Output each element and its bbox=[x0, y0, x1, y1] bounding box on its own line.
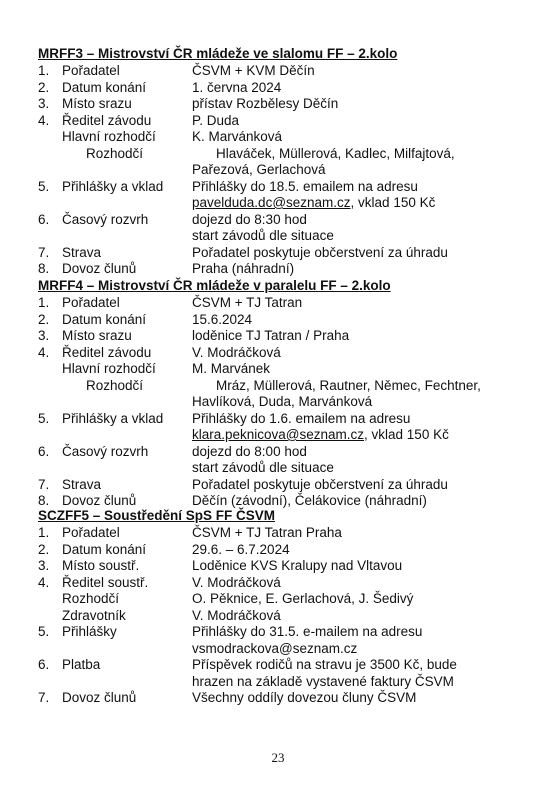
item-label: Místo srazu bbox=[62, 328, 132, 343]
item-value bbox=[192, 427, 538, 444]
item-value: K. Marvánková bbox=[192, 129, 283, 144]
item-number: 3. bbox=[38, 558, 50, 573]
item-value: Příspěvek rodičů na stravu je 3500 Kč, bude bbox=[192, 657, 457, 672]
item-label bbox=[62, 394, 192, 411]
list-item bbox=[38, 63, 538, 80]
item-number: 6. bbox=[38, 211, 50, 227]
item-number: 7. bbox=[38, 244, 50, 260]
item-label: Časový rozvrh bbox=[62, 443, 149, 459]
list-item bbox=[38, 525, 538, 542]
item-value: ČSVM + KVM Děčín bbox=[192, 63, 315, 78]
list-item bbox=[38, 96, 538, 113]
item-number: 5. bbox=[38, 624, 50, 639]
item-value: Loděnice KVS Kralupy nad Vltavou bbox=[192, 558, 403, 573]
item-value: Přihlášky do 1.6. emailem na adresu bbox=[192, 410, 411, 426]
list-item bbox=[38, 129, 538, 146]
item-value: Hlaváček, Müllerová, Kadlec, Milfajtová, bbox=[216, 145, 455, 161]
section-sczff5 bbox=[38, 507, 538, 707]
list-item bbox=[38, 212, 538, 229]
item-number: 1. bbox=[38, 295, 50, 310]
item-number: 5. bbox=[38, 178, 50, 194]
item-value: vsmodrackova@seznam.cz bbox=[192, 640, 358, 656]
item-label: Pořadatel bbox=[62, 295, 120, 310]
item-number bbox=[38, 146, 62, 163]
item-number bbox=[38, 641, 62, 658]
item-label: Hlavní rozhodčí bbox=[62, 129, 156, 144]
item-number bbox=[38, 608, 62, 625]
item-value-suffix: , vklad 150 Kč bbox=[350, 195, 436, 210]
item-label bbox=[62, 195, 192, 212]
item-number: 2. bbox=[38, 79, 50, 95]
item-label bbox=[62, 228, 192, 245]
item-value: Pořadatel poskytuje občerstvení za úhradu bbox=[192, 244, 448, 260]
item-value: Přihlášky do 31.5. e-mailem na adresu bbox=[192, 624, 423, 639]
item-value: O. Pěknice, E. Gerlachová, J. Šedivý bbox=[192, 591, 414, 606]
section-mrff4 bbox=[38, 277, 538, 510]
item-value: V. Modráčková bbox=[192, 574, 281, 590]
item-value: V. Modráčková bbox=[192, 607, 281, 623]
item-label: Časový rozvrh bbox=[62, 211, 149, 227]
item-number bbox=[38, 460, 62, 477]
item-label: Strava bbox=[62, 476, 102, 492]
item-number bbox=[38, 129, 62, 146]
item-number: 4. bbox=[38, 112, 50, 128]
item-value: Mráz, Müllerová, Rautner, Němec, Fechtner, bbox=[216, 377, 481, 393]
item-label: Platba bbox=[62, 657, 101, 672]
item-label: Místo soustř. bbox=[62, 558, 140, 573]
list-item bbox=[38, 657, 538, 674]
item-label: Přihlášky bbox=[62, 624, 117, 639]
item-label: Datum konání bbox=[62, 79, 147, 95]
item-number bbox=[38, 427, 62, 444]
item-value: Praha (náhradní) bbox=[192, 261, 295, 276]
item-label: Místo srazu bbox=[62, 96, 132, 111]
item-number: 8. bbox=[38, 261, 50, 276]
page-number: 23 bbox=[271, 750, 285, 765]
item-label: Pořadatel bbox=[62, 525, 120, 540]
item-number: 4. bbox=[38, 344, 50, 360]
item-label: Zdravotník bbox=[62, 607, 126, 623]
list-item bbox=[38, 80, 538, 97]
item-label: Ředitel soustř. bbox=[62, 574, 149, 590]
item-number: 1. bbox=[38, 525, 50, 540]
item-label: Dovoz člunů bbox=[62, 261, 137, 276]
item-label: Datum konání bbox=[62, 311, 147, 327]
list-item bbox=[38, 641, 538, 658]
list-item bbox=[38, 179, 538, 196]
item-number: 2. bbox=[38, 311, 50, 327]
item-number bbox=[38, 195, 62, 212]
list-item bbox=[38, 361, 538, 378]
item-value: 15.6.2024 bbox=[192, 311, 253, 327]
item-number bbox=[38, 394, 62, 411]
list-item bbox=[38, 345, 538, 362]
list-item bbox=[38, 690, 538, 707]
section-title: MRFF4 – Mistrovství ČR mládeže v paralelu FF – 2.kolo bbox=[38, 278, 391, 293]
item-value: loděnice TJ Tatran / Praha bbox=[192, 328, 350, 343]
list-item bbox=[38, 624, 538, 641]
item-label: Hlavní rozhodčí bbox=[62, 361, 156, 376]
item-value: 29.6. – 6.7.2024 bbox=[192, 541, 290, 557]
item-value: Pořadatel poskytuje občerstvení za úhradu bbox=[192, 476, 448, 492]
list-item bbox=[38, 460, 538, 477]
item-value: M. Marvánek bbox=[192, 361, 271, 376]
item-value: V. Modráčková bbox=[192, 344, 281, 360]
item-number: 1. bbox=[38, 63, 50, 78]
list-item bbox=[38, 427, 538, 444]
section-mrff3 bbox=[38, 45, 538, 278]
item-label: Ředitel závodu bbox=[62, 112, 152, 128]
list-item bbox=[38, 608, 538, 625]
list-item bbox=[38, 113, 538, 130]
item-value: start závodů dle situace bbox=[192, 460, 334, 475]
item-value: Pařezová, Gerlachová bbox=[192, 162, 326, 177]
item-value: Havlíková, Duda, Marvánková bbox=[192, 394, 373, 409]
list-item bbox=[38, 162, 538, 179]
item-label: Dovoz člunů bbox=[62, 690, 137, 705]
list-item bbox=[38, 591, 538, 608]
list-item bbox=[38, 542, 538, 559]
item-label: Přihlášky a vklad bbox=[62, 410, 164, 426]
email-link[interactable]: klara.peknicova@seznam.cz bbox=[192, 427, 365, 442]
list-item bbox=[38, 312, 538, 329]
list-item bbox=[38, 295, 538, 312]
list-item bbox=[38, 378, 538, 395]
item-label bbox=[62, 427, 192, 444]
item-label: Datum konání bbox=[62, 541, 147, 557]
item-value: start závodů dle situace bbox=[192, 228, 334, 243]
item-value: P. Duda bbox=[192, 112, 240, 128]
item-label bbox=[62, 162, 192, 179]
list-item bbox=[38, 575, 538, 592]
item-value: Děčín (závodní), Čelákovice (náhradní) bbox=[192, 493, 427, 508]
list-item bbox=[38, 411, 538, 428]
item-value: ČSVM + TJ Tatran bbox=[192, 295, 303, 310]
item-label bbox=[62, 460, 192, 477]
list-item bbox=[38, 261, 538, 278]
list-item bbox=[38, 195, 538, 212]
item-number: 8. bbox=[38, 493, 50, 508]
item-label: Rozhodčí bbox=[86, 377, 144, 393]
item-label bbox=[62, 641, 192, 658]
item-number: 7. bbox=[38, 476, 50, 492]
item-number: 2. bbox=[38, 541, 50, 557]
section-title: MRFF3 – Mistrovství ČR mládeže ve slalomu FF – 2.kolo bbox=[38, 46, 398, 61]
item-number bbox=[38, 361, 62, 378]
list-item bbox=[38, 245, 538, 262]
item-value bbox=[192, 195, 538, 212]
item-number bbox=[38, 674, 62, 691]
item-number bbox=[38, 228, 62, 245]
item-value: ČSVM + TJ Tatran Praha bbox=[192, 525, 342, 540]
item-number: 6. bbox=[38, 443, 50, 459]
item-value: 1. června 2024 bbox=[192, 79, 282, 95]
email-link[interactable]: pavelduda.dc@seznam.cz bbox=[192, 195, 351, 210]
item-value: hrazen na základě vystavené faktury ČSVM bbox=[192, 673, 454, 689]
item-value: dojezd do 8:30 hod bbox=[192, 211, 307, 227]
list-item bbox=[38, 674, 538, 691]
list-item bbox=[38, 444, 538, 461]
item-label: Strava bbox=[62, 244, 102, 260]
item-label: Pořadatel bbox=[62, 63, 120, 78]
item-number: 3. bbox=[38, 96, 50, 111]
item-label: Dovoz člunů bbox=[62, 493, 137, 508]
item-label: Ředitel závodu bbox=[62, 344, 152, 360]
list-item bbox=[38, 477, 538, 494]
list-item bbox=[38, 558, 538, 575]
item-value: Všechny oddíly dovezou čluny ČSVM bbox=[192, 690, 417, 705]
list-item bbox=[38, 146, 538, 163]
item-number: 3. bbox=[38, 328, 50, 343]
item-number bbox=[38, 591, 62, 608]
list-item bbox=[38, 228, 538, 245]
item-number: 5. bbox=[38, 410, 50, 426]
item-label bbox=[62, 674, 192, 691]
list-item bbox=[38, 394, 538, 411]
section-title: SCZFF5 – Soustředění SpS FF ČSVM bbox=[38, 508, 276, 523]
list-item bbox=[38, 328, 538, 345]
item-number: 4. bbox=[38, 574, 50, 590]
item-value: dojezd do 8:00 hod bbox=[192, 443, 307, 459]
item-number: 7. bbox=[38, 690, 50, 705]
item-label: Rozhodčí bbox=[86, 145, 144, 161]
item-label: Rozhodčí bbox=[62, 591, 120, 606]
item-value-suffix: , vklad 150 Kč bbox=[364, 427, 449, 442]
item-label: Přihlášky a vklad bbox=[62, 178, 164, 194]
item-number bbox=[38, 162, 62, 179]
item-number: 6. bbox=[38, 657, 50, 672]
item-number bbox=[38, 378, 62, 395]
item-value: přístav Rozbělesy Děčín bbox=[192, 96, 339, 111]
item-value: Přihlášky do 18.5. emailem na adresu bbox=[192, 178, 418, 194]
